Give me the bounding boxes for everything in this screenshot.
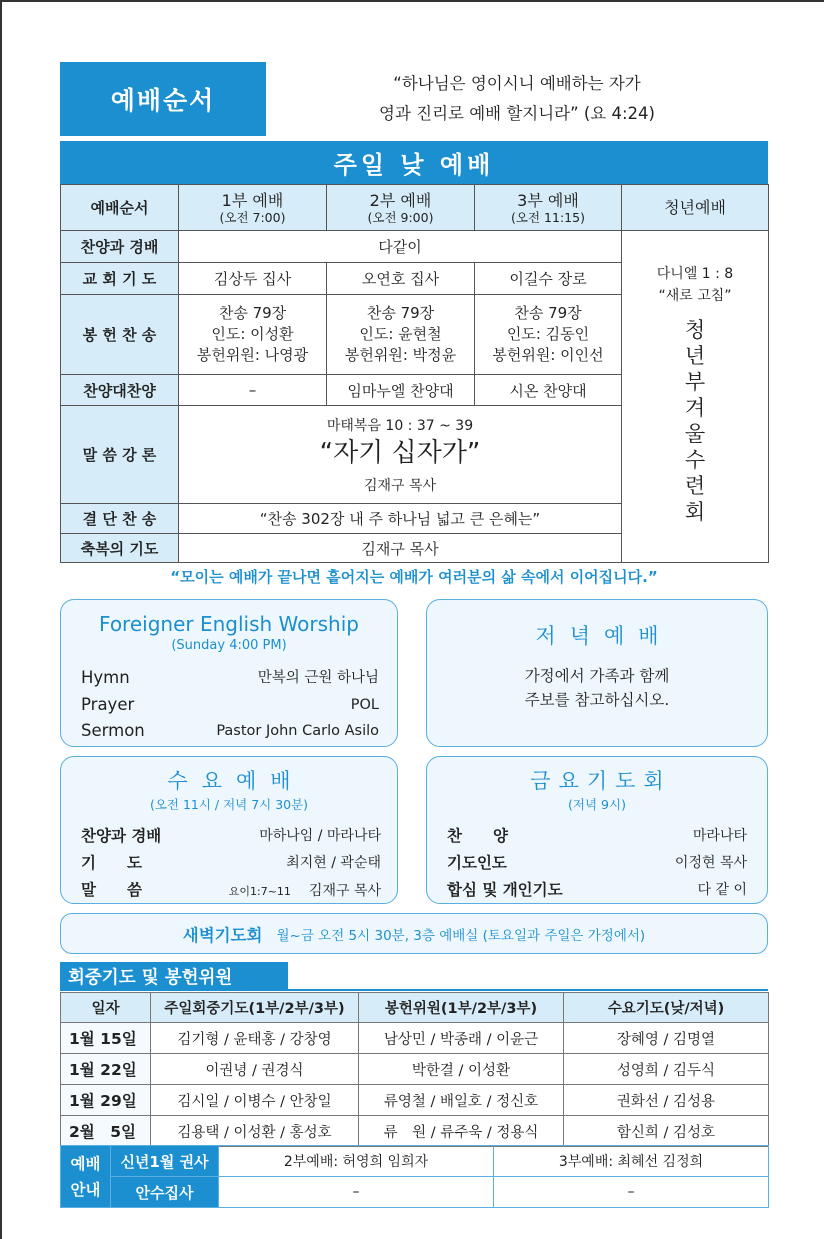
item-value: 이정현 목사 bbox=[674, 855, 747, 871]
youth-event-char: 년 bbox=[684, 344, 706, 368]
prayer-section-title: 회중기도 및 봉헌위원 bbox=[60, 962, 288, 990]
row-label: 축복의 기도 bbox=[61, 534, 179, 563]
item-value: 김재구 목사 bbox=[308, 883, 381, 899]
service-2-time: (오전 9:00) bbox=[367, 209, 434, 225]
list-item bbox=[447, 823, 747, 850]
col-service-1 bbox=[179, 185, 327, 231]
choir-service-1: – bbox=[179, 375, 327, 406]
notice-head-line-1: 예배 bbox=[70, 1154, 101, 1173]
notice-service-3: 3부예배: 최혜선 김정희 bbox=[494, 1146, 769, 1177]
item-label: 기도인도 bbox=[447, 854, 507, 872]
evening-title: 저녁예배 bbox=[535, 624, 673, 648]
item-value: Pastor John Carlo Asilo bbox=[216, 723, 379, 739]
offering-service-2 bbox=[327, 295, 475, 375]
table-row bbox=[61, 1023, 769, 1054]
youth-scripture-ref: 다니엘 1 : 8 bbox=[656, 266, 734, 282]
prayer-service-2: 오연호 집사 bbox=[327, 263, 475, 295]
header-cell: 주일회중기도(1부/2부/3부) bbox=[151, 993, 359, 1023]
table-header bbox=[61, 993, 769, 1023]
offering-hymn: 찬송 79장 bbox=[514, 304, 582, 322]
date-cell: 2월 5일 bbox=[61, 1116, 151, 1147]
service-3-name: 3부 예배 bbox=[517, 190, 579, 210]
row-label: 찬양대찬양 bbox=[61, 375, 179, 406]
foreigner-worship-box bbox=[60, 599, 398, 747]
offering-service-3 bbox=[475, 295, 622, 375]
col-service-2 bbox=[327, 185, 475, 231]
notice-label: 신년1월 권사 bbox=[111, 1146, 219, 1177]
prayer-schedule-table bbox=[60, 992, 769, 1147]
table-cell: 박한결 / 이성환 bbox=[359, 1054, 564, 1085]
dawn-prayer-bar bbox=[60, 913, 768, 954]
evening-line-1: 가정에서 가족과 함께 bbox=[524, 667, 670, 685]
table-row bbox=[61, 1177, 769, 1208]
list-item bbox=[81, 823, 381, 850]
friday-time: (저녁 9시) bbox=[568, 797, 626, 812]
wednesday-rows bbox=[81, 823, 381, 905]
sermon-title: “자기 십자가” bbox=[319, 437, 481, 468]
youth-event-char: 겨 bbox=[684, 396, 706, 420]
service-3-time: (오전 11:15) bbox=[511, 209, 585, 225]
friday-prayer-box bbox=[426, 756, 768, 904]
col-service-3 bbox=[475, 185, 622, 231]
table-cell: 김기형 / 윤태홍 / 강창영 bbox=[151, 1023, 359, 1054]
date-cell: 1월 29일 bbox=[61, 1085, 151, 1116]
list-item bbox=[447, 877, 747, 904]
header-cell: 일자 bbox=[61, 993, 151, 1023]
table-cell: 류영철 / 배일호 / 정신호 bbox=[359, 1085, 564, 1116]
evening-line-2: 주보를 참고하십시오. bbox=[524, 691, 670, 709]
header-cell: 수요기도(낮/저녁) bbox=[564, 993, 769, 1023]
list-item bbox=[81, 718, 379, 745]
worship-banner: “모이는 예배가 끝나면 흩어지는 예배가 여러분의 삶 속에서 이어집니다.” bbox=[170, 568, 658, 586]
offering-leader: 인도: 이성환 bbox=[211, 325, 294, 343]
list-item bbox=[81, 877, 381, 905]
row-label: 말 씀 강 론 bbox=[61, 406, 179, 504]
foreigner-title: Foreigner English Worship bbox=[99, 612, 359, 636]
praise-value: 다같이 bbox=[179, 231, 622, 263]
scripture-ref: 요이1:7~11 bbox=[228, 885, 291, 898]
sermon-preacher: 김재구 목사 bbox=[363, 477, 437, 494]
col-youth: 청년예배 bbox=[622, 185, 769, 231]
offering-leader: 인도: 윤현철 bbox=[359, 325, 442, 343]
item-label: 말 씀 bbox=[81, 881, 142, 899]
offering-committee: 봉헌위원: 나영광 bbox=[196, 346, 309, 364]
worship-header bbox=[60, 62, 768, 136]
offering-hymn: 찬송 79장 bbox=[366, 304, 435, 322]
quote-line-1: “하나님은 영이시니 예배하는 자가 bbox=[393, 74, 641, 93]
list-item bbox=[81, 850, 381, 877]
table-cell: 권화선 / 김성용 bbox=[564, 1085, 769, 1116]
choir-service-2: 임마누엘 찬양대 bbox=[327, 375, 475, 406]
row-label: 봉 헌 찬 송 bbox=[61, 295, 179, 375]
date-cell: 1월 15일 bbox=[61, 1023, 151, 1054]
offering-hymn: 찬송 79장 bbox=[218, 304, 287, 322]
notice-head bbox=[61, 1146, 111, 1208]
sunday-service-title: 주일 낮 예배 bbox=[60, 141, 768, 184]
table-row bbox=[61, 1054, 769, 1085]
wednesday-title: 수요예배 bbox=[167, 769, 305, 793]
date-cell: 1월 22일 bbox=[61, 1054, 151, 1085]
sermon-scripture: 마태복음 10 : 37 ~ 39 bbox=[326, 417, 474, 434]
item-value: 다 같 이 bbox=[697, 882, 747, 898]
table-cell: 성영희 / 김두식 bbox=[564, 1054, 769, 1085]
sermon-cell bbox=[179, 406, 622, 504]
table-cell: 장혜영 / 김명열 bbox=[564, 1023, 769, 1054]
item-value: 최지현 / 곽순태 bbox=[286, 855, 381, 871]
item-value: 마라나타 bbox=[692, 828, 747, 844]
notice-label: 안수집사 bbox=[111, 1177, 219, 1208]
decision-hymn: “찬송 302장 내 주 하나님 넓고 큰 은혜는” bbox=[179, 504, 622, 534]
choir-service-3: 시온 찬양대 bbox=[475, 375, 622, 406]
table-cell: 이권녕 / 권경식 bbox=[151, 1054, 359, 1085]
table-row bbox=[61, 1085, 769, 1116]
col-order: 예배순서 bbox=[61, 185, 179, 231]
dawn-text: 월~금 오전 5시 30분, 3층 예배실 (토요일과 주일은 가정에서) bbox=[276, 927, 646, 944]
prayer-service-1: 김상두 집사 bbox=[179, 263, 327, 295]
notice-head-line-2: 안내 bbox=[70, 1180, 101, 1199]
item-label: 찬양과 경배 bbox=[81, 827, 162, 845]
youth-event-char: 회 bbox=[684, 500, 706, 524]
row-praise bbox=[61, 231, 769, 263]
service-1-time: (오전 7:00) bbox=[219, 209, 286, 225]
offering-leader: 인도: 김동인 bbox=[506, 325, 590, 343]
item-value: POL bbox=[350, 696, 379, 713]
evening-worship-box bbox=[426, 599, 768, 747]
friday-title: 금요기도회 bbox=[530, 769, 672, 793]
dawn-label: 새벽기도회 bbox=[182, 925, 263, 945]
offering-committee: 봉헌위원: 박정윤 bbox=[344, 346, 457, 364]
table-cell: 류 원 / 류주욱 / 정용식 bbox=[359, 1116, 564, 1147]
item-label: 찬 양 bbox=[447, 827, 508, 845]
offering-committee: 봉헌위원: 이인선 bbox=[492, 346, 604, 364]
foreigner-rows bbox=[81, 665, 379, 745]
header-cell: 봉헌위원(1부/2부/3부) bbox=[359, 993, 564, 1023]
table-cell: 김용택 / 이성환 / 홍성호 bbox=[151, 1116, 359, 1147]
sunday-table-header bbox=[61, 185, 769, 231]
item-value: 마하나임 / 마라나타 bbox=[259, 828, 381, 844]
item-label: Prayer bbox=[81, 694, 135, 714]
notice-service-2: – bbox=[219, 1177, 494, 1208]
sunday-service-table bbox=[60, 184, 769, 563]
youth-event-char: 수 bbox=[684, 448, 706, 472]
quote-line-2: 영과 진리로 예배 할지니라” (요 4:24) bbox=[379, 104, 655, 123]
notice-service-3: – bbox=[494, 1177, 769, 1208]
item-label: Hymn bbox=[81, 668, 130, 687]
youth-service-cell bbox=[622, 231, 769, 563]
page-title: 예배순서 bbox=[60, 62, 266, 136]
table-cell: 함신희 / 김성호 bbox=[564, 1116, 769, 1147]
foreigner-time: (Sunday 4:00 PM) bbox=[171, 638, 287, 653]
table-cell: 김시일 / 이병수 / 안창일 bbox=[151, 1085, 359, 1116]
item-label: 합심 및 개인기도 bbox=[447, 881, 563, 899]
youth-event-char: 청 bbox=[684, 318, 706, 342]
youth-event-vertical bbox=[622, 317, 768, 525]
table-row bbox=[61, 1146, 769, 1177]
youth-sermon-title: “새로 고침” bbox=[658, 288, 732, 304]
row-label: 찬양과 경배 bbox=[61, 231, 179, 263]
list-item bbox=[81, 692, 379, 719]
scripture-quote bbox=[266, 62, 768, 136]
evening-text bbox=[427, 664, 767, 712]
item-value: 만복의 근원 하나님 bbox=[257, 670, 379, 686]
table-cell: 남상민 / 박종래 / 이윤근 bbox=[359, 1023, 564, 1054]
wednesday-worship-box bbox=[60, 756, 398, 904]
friday-rows bbox=[447, 823, 747, 904]
wednesday-time: (오전 11시 / 저녁 7시 30분) bbox=[149, 797, 309, 812]
service-2-name: 2부 예배 bbox=[369, 190, 432, 210]
row-label: 교 회 기 도 bbox=[61, 263, 179, 295]
blessing-pastor: 김재구 목사 bbox=[179, 534, 622, 563]
service-notice-table bbox=[60, 1145, 769, 1208]
offering-service-1 bbox=[179, 295, 327, 375]
list-item bbox=[81, 665, 379, 692]
youth-event-char: 부 bbox=[684, 370, 706, 394]
prayer-service-3: 이길수 장로 bbox=[475, 263, 622, 295]
item-label: 기 도 bbox=[81, 854, 142, 872]
youth-event-char: 울 bbox=[684, 422, 706, 446]
row-label: 결 단 찬 송 bbox=[61, 504, 179, 534]
notice-service-2: 2부예배: 허영희 임희자 bbox=[219, 1146, 494, 1177]
youth-event-char: 련 bbox=[684, 474, 706, 498]
item-label: Sermon bbox=[81, 721, 145, 740]
list-item bbox=[447, 850, 747, 877]
divider bbox=[60, 989, 768, 991]
service-1-name: 1부 예배 bbox=[221, 190, 284, 210]
table-row bbox=[61, 1116, 769, 1147]
